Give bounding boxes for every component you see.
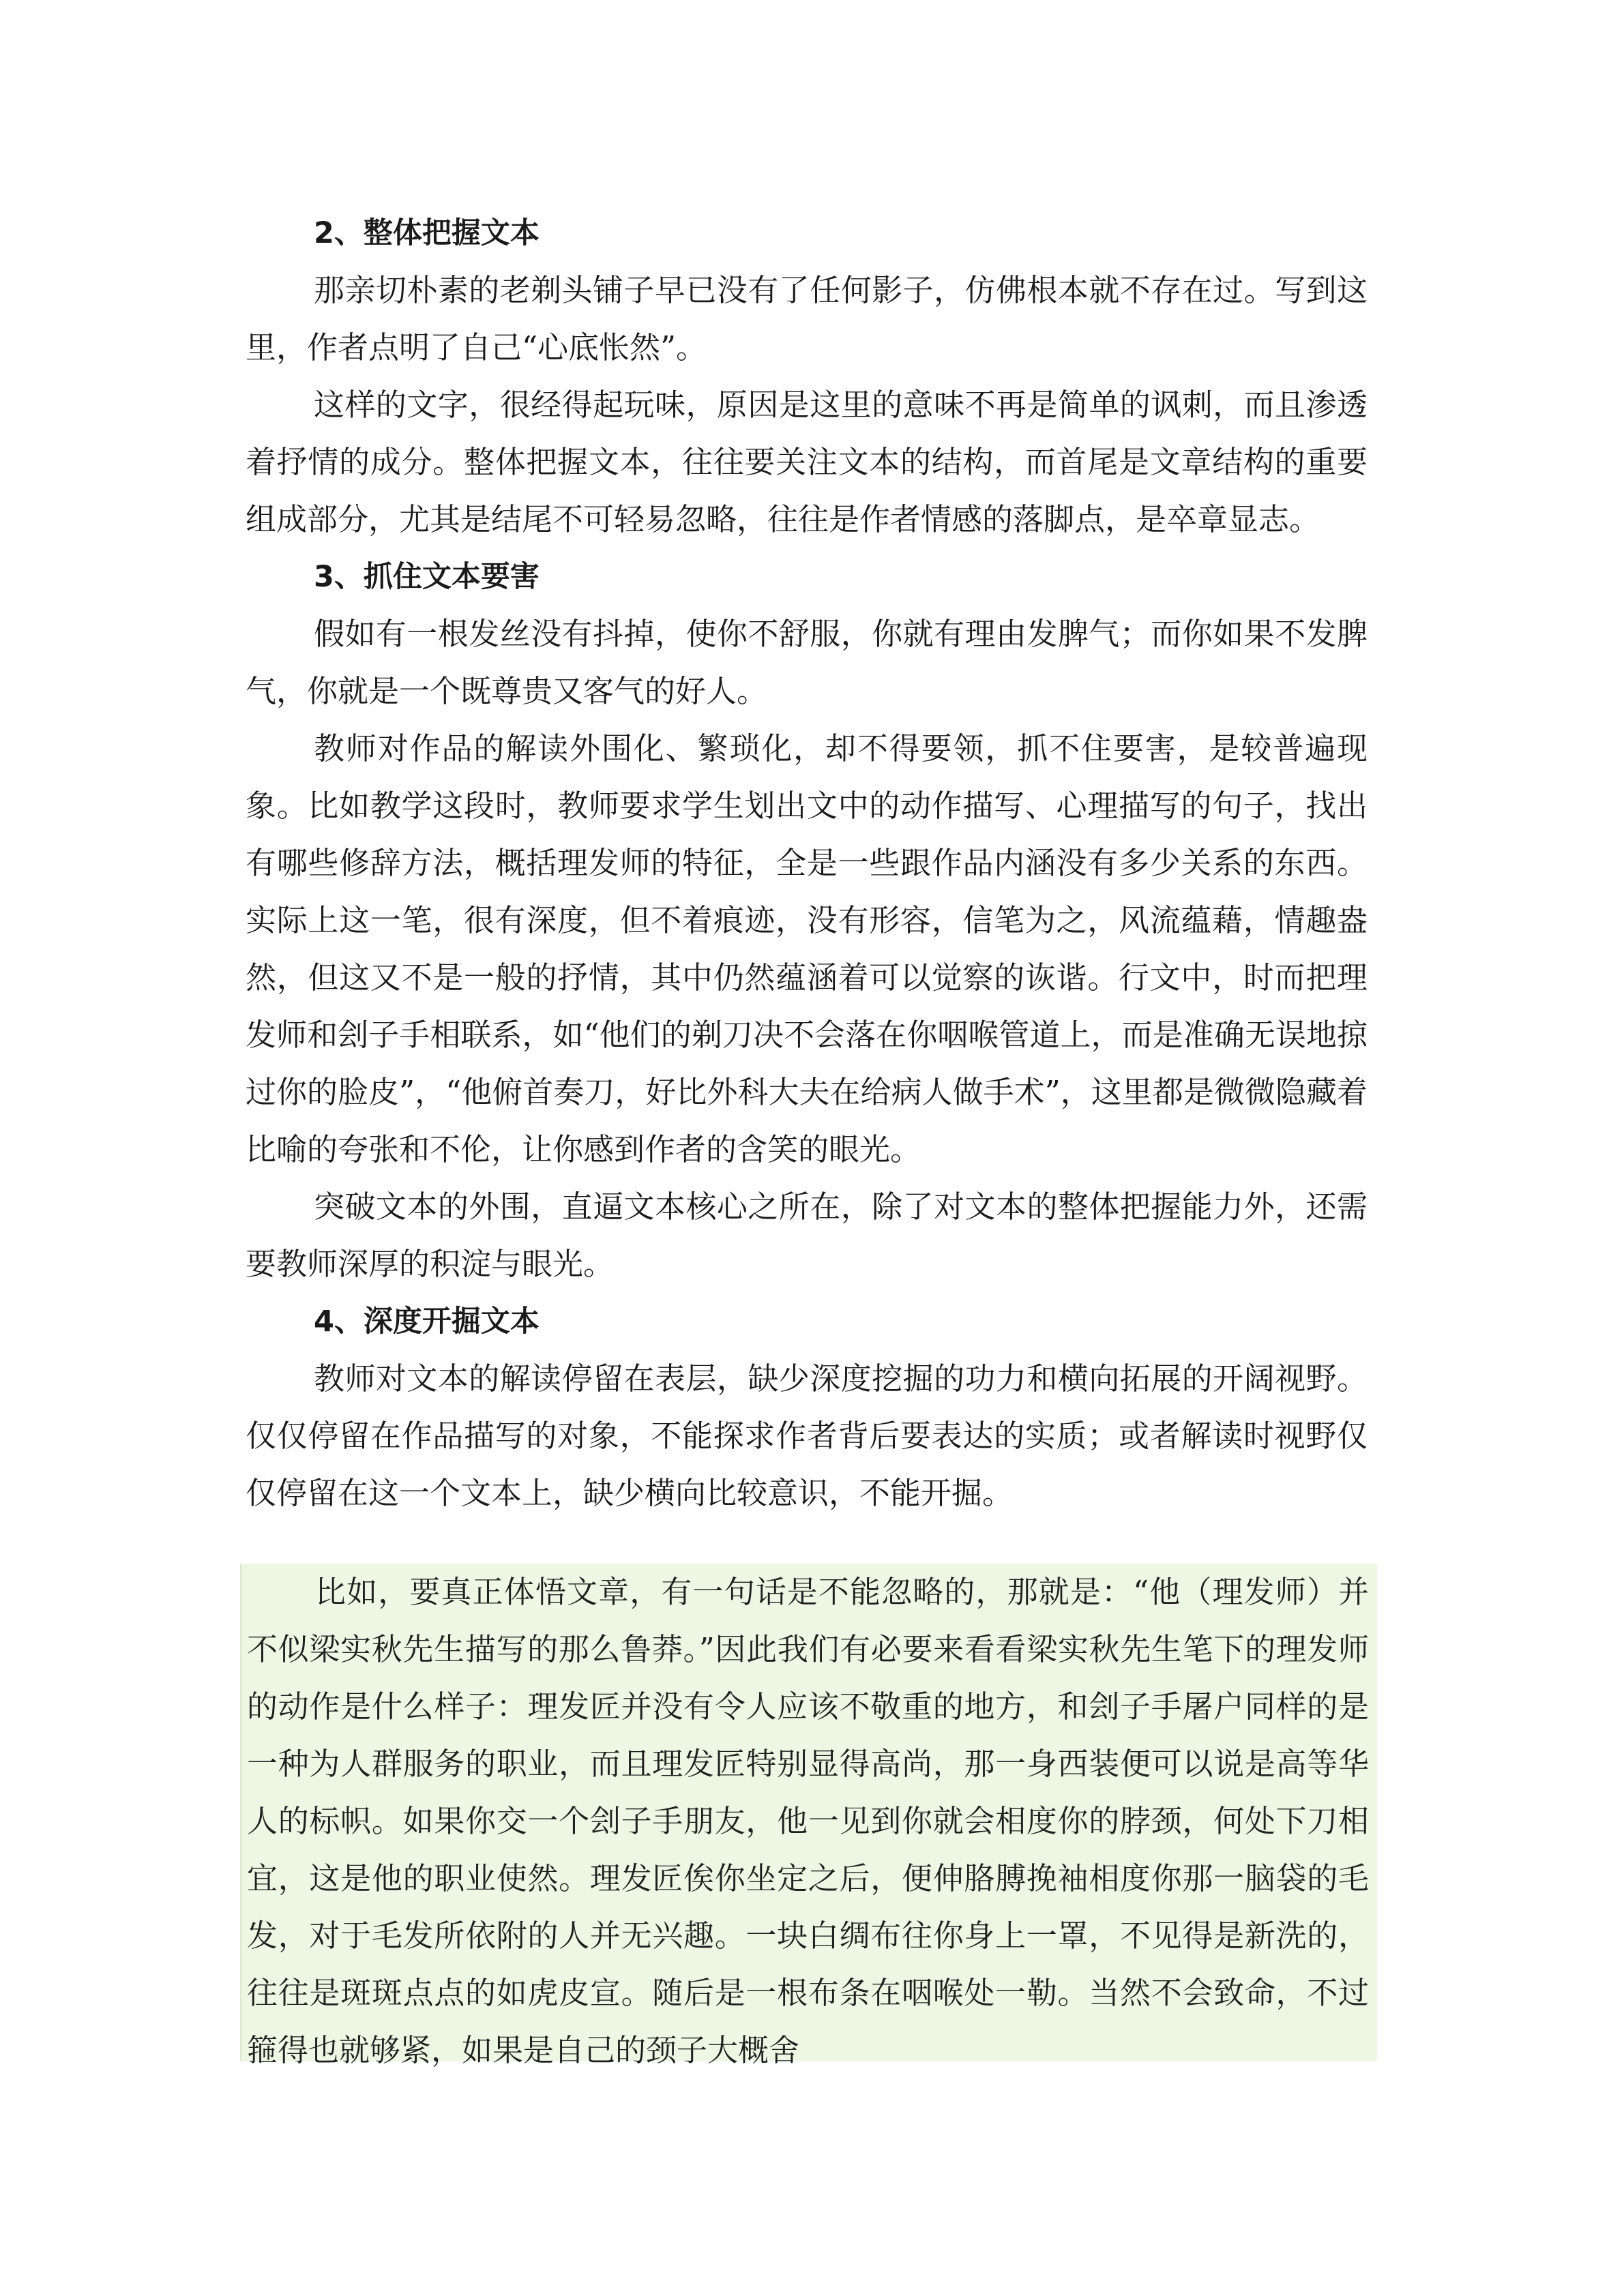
section2-heading: 2、整体把握文本 <box>314 216 540 250</box>
document-body <box>246 205 1368 1522</box>
section3-heading: 3、抓住文本要害 <box>314 560 540 594</box>
section3-analysis: 教师对作品的解读外围化、繁琐化，却不得要领，抓不住要害，是较普遍现象。比如教学这段时，教师要求学生划出文中的动作描写、心理描写的句子，找出有哪些修辞方法，概括理发师的特征，全是一些跟作品内涵没有多少关系的东西。实际上这一笔，很有深度，但不着痕迹，没有形容，信笔为之，风流蕴藉，情趣盎然，但这又不是一般的抒情，其中仍然蕴涵着可以觉察的诙谐。行文中，时而把理发师和刽子手相联系，如“他们的剃刀决不会落在你咽喉管道上，而是准确无误地掠过你的脸皮”，“他俯首奏刀，好比外科大夫在给病人做手术”，这里都是微微隐藏着比喻的夸张和不伦，让你感到作者的含笑的眼光。 <box>246 730 1368 1167</box>
section3-quote: 假如有一根发丝没有抖掉，使你不舒服，你就有理由发脾气；而你如果不发脾气，你就是一个既尊贵又客气的好人。 <box>246 616 1368 709</box>
section3-conclusion: 突破文本的外围，直逼文本核心之所在，除了对文本的整体把握能力外，还需要教师深厚的积淀与眼光。 <box>246 1189 1368 1282</box>
section4-analysis: 教师对文本的解读停留在表层，缺少深度挖掘的功力和横向拓展的开阔视野。仅仅停留在作品描写的对象，不能探求作者背后要表达的实质；或者解读时视野仅仅停留在这一个文本上，缺少横向比较意识，不能开掘。 <box>246 1360 1368 1511</box>
highlighted-quote-block <box>240 1564 1377 2068</box>
section2-analysis: 这样的文字，很经得起玩味，原因是这里的意味不再是简单的讽刺，而且渗透着抒情的成分。整体把握文本，往往要关注文本的结构，而首尾是文章结构的重要组成部分，尤其是结尾不可轻易忽略，往往是作者情感的落脚点，是卒章显志。 <box>246 387 1368 537</box>
section4-quote: 比如，要真正体悟文章，有一句话是不能忽略的，那就是：“他（理发师）并不似梁实秋先生描写的那么鲁莽。”因此我们有必要来看看梁实秋先生笔下的理发师的动作是什么样子：理发匠并没有令人应该不敬重的地方，和刽子手屠户同样的是一种为人群服务的职业，而且理发匠特别显得高尚，那一身西装便可以说是高等华人的标帜。如果你交一个刽子手朋友，他一见到你就会相度你的脖颈，何处下刀相宜，这是他的职业使然。理发匠俟你坐定之后，便伸胳膊挽袖相度你那一脑袋的毛发，对于毛发所依附的人并无兴趣。一块白绸布往你身上一罩，不见得是新洗的，往往是斑斑点点的如虎皮宣。随后是一根布条在咽喉处一勒。当然不会致命，不过箍得也就够紧，如果是自己的颈子大概舍 <box>247 1574 1369 2068</box>
section2-quote: 那亲切朴素的老剃头铺子早已没有了任何影子，仿佛根本就不存在过。写到这里，作者点明了自己“心底怅然”。 <box>246 272 1368 366</box>
section4-heading: 4、深度开掘文本 <box>314 1304 540 1339</box>
